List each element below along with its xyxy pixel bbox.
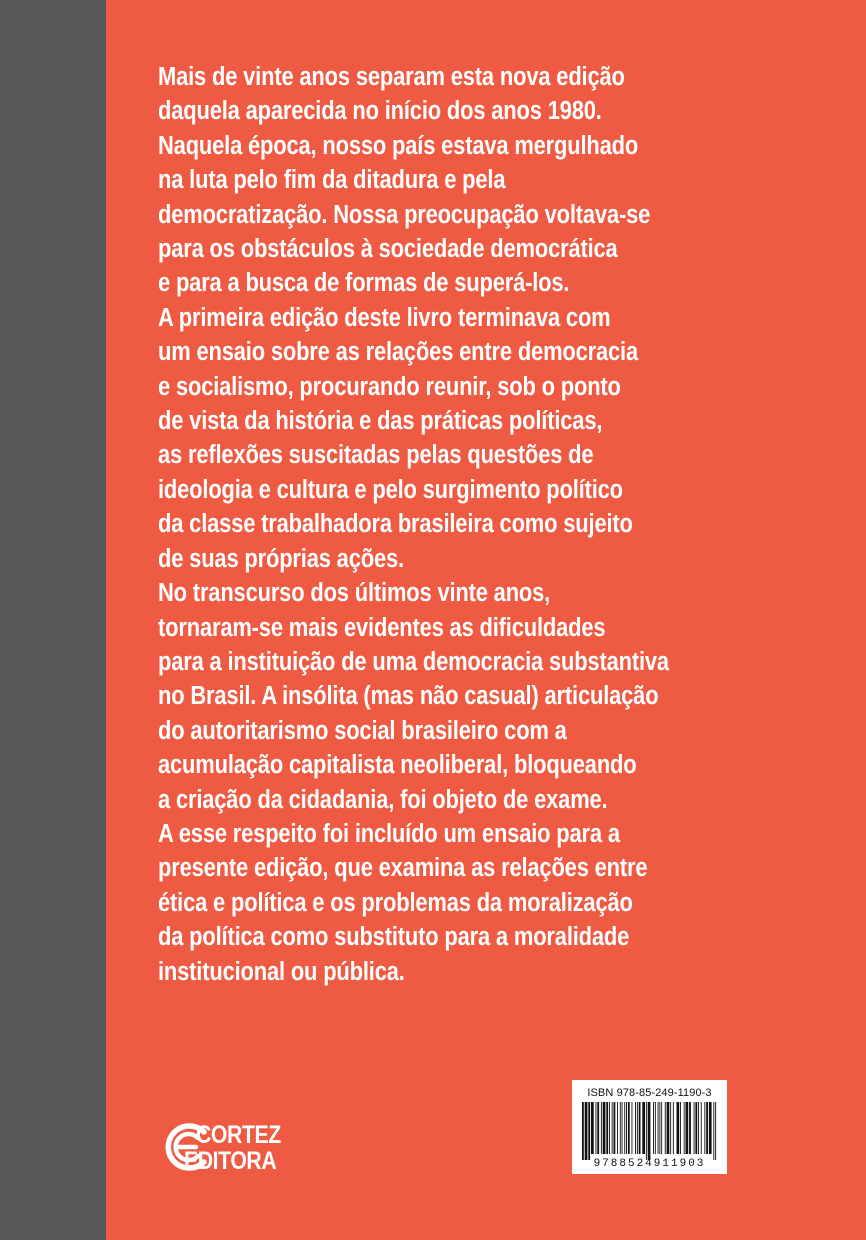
text-line: Mais de vinte anos separam esta nova edição: [158, 63, 625, 91]
text-line: acumulação capitalista neoliberal, bloqueando: [158, 751, 637, 780]
text-line: ética e política e os problemas da moralização: [158, 888, 633, 917]
text-line: no Brasil. A insólita (mas não casual) articulação: [158, 682, 659, 711]
text-line: A primeira edição deste livro terminava com: [158, 303, 611, 332]
text-line: ideologia e cultura e pelo surgimento político: [158, 475, 623, 504]
text-line: as reflexões suscitadas pelas questões de: [158, 441, 594, 470]
text-line: e socialismo, procurando reunir, sob o ponto: [158, 372, 621, 401]
text-line: para a instituição de uma democracia substantiva: [158, 647, 669, 676]
barcode-digits: 9788524911903: [593, 1158, 706, 1170]
text-line: democratização. Nossa preocupação voltava-se: [158, 200, 651, 229]
isbn-barcode: [572, 1080, 727, 1174]
text-line: Naquela época, nosso país estava mergulhado: [158, 131, 639, 160]
text-line: institucional ou pública.: [158, 957, 405, 986]
text-line: da classe trabalhadora brasileira como sujeito: [158, 510, 633, 539]
text-line: e para a busca de formas de superá-los.: [158, 269, 570, 298]
text-line: do autoritarismo social brasileiro com a: [158, 716, 567, 745]
text-line: para os obstáculos à sociedade democrática: [158, 235, 618, 264]
text-line: da política como substituto para a moralidade: [158, 923, 630, 952]
text-line: daquela aparecida no início dos anos 1980.: [158, 97, 602, 126]
publisher-logo: [158, 1118, 318, 1178]
book-spine: [0, 0, 106, 1240]
text-line: tornaram-se mais evidentes as dificuldades: [158, 613, 606, 642]
text-line: na luta pelo fim da ditadura e pela: [158, 166, 506, 195]
text-line: a criação da cidadania, foi objeto de exame.: [158, 785, 608, 814]
isbn-label: ISBN 978-85-249-1190-3: [587, 1087, 712, 1099]
barcode-bars: [580, 1102, 719, 1160]
text-line: presente edição, que examina as relações entre: [158, 854, 648, 883]
text-line: um ensaio sobre as relações entre democracia: [158, 338, 639, 367]
text-line: No transcurso dos últimos vinte anos,: [158, 579, 551, 608]
publisher-name-top: CORTEZ: [196, 1121, 281, 1149]
text-line: A esse respeito foi incluído um ensaio para a: [158, 819, 620, 848]
text-line: de suas próprias ações.: [158, 544, 404, 573]
back-cover-text: [158, 60, 751, 989]
publisher-name-bottom: EDITORA: [184, 1147, 277, 1175]
text-line: de vista da história e das práticas políticas,: [158, 407, 603, 436]
